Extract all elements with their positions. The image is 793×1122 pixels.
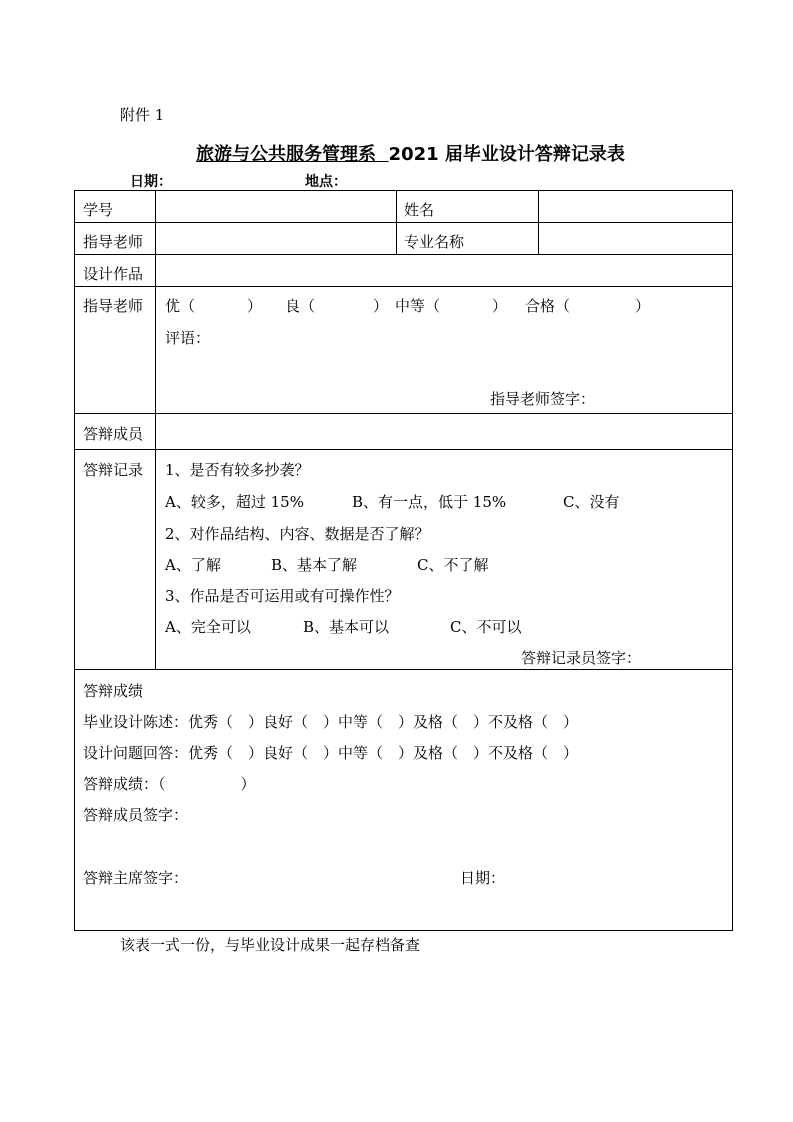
q2-option-a: A、了解 (165, 556, 221, 574)
q2-option-b: B、基本了解 (271, 556, 358, 574)
place-label: 地点： (305, 174, 347, 190)
q1-option-c: C、没有 (563, 493, 620, 511)
q1-option-b: B、有一点，低于 15% (352, 493, 507, 511)
q2-option-c: C、不了解 (417, 556, 489, 574)
work-label: 设计作品 (83, 265, 144, 283)
defense-record-form (74, 190, 733, 931)
name-field[interactable] (545, 193, 725, 221)
members-label: 答辩成员 (83, 425, 144, 443)
advisor-field[interactable] (165, 225, 390, 253)
name-label: 姓名 (404, 201, 435, 219)
members-field[interactable] (165, 417, 725, 445)
grade-pass-close: ） (635, 297, 651, 315)
grade-pass-open: 合格（ (525, 297, 571, 315)
date-label: 日期： (130, 174, 172, 190)
grade-medium-open: 中等（ (395, 297, 441, 315)
result-title: 答辩成绩 (83, 682, 144, 700)
grade-good-open: 良（ (285, 297, 316, 315)
question-3: 3、作品是否可运用或有可操作性？ (165, 587, 400, 605)
page-title (196, 140, 625, 166)
title-department: 旅游与公共服务管理系 (196, 144, 376, 165)
q1-option-a: A、较多，超过 15% (165, 493, 304, 511)
sign-date-label: 日期： (460, 869, 506, 887)
advisor-grade-options (165, 295, 725, 315)
grade-excellent-open: 优（ (165, 297, 196, 315)
major-label: 专业名称 (404, 233, 465, 251)
q3-option-a: A、完全可以 (165, 618, 251, 636)
question-2: 2、对作品结构、内容、数据是否了解？ (165, 525, 430, 543)
record-label: 答辩记录 (83, 461, 144, 479)
final-score-row: 答辩成绩：（ ） (83, 775, 256, 793)
members-signature-label: 答辩成员签字： (83, 806, 189, 824)
student-id-field[interactable] (165, 193, 390, 221)
advisor-signature-label: 指导老师签字： (490, 390, 596, 408)
recorder-signature-label: 答辩记录员签字： (521, 649, 642, 667)
work-field[interactable] (165, 257, 725, 285)
major-field[interactable] (545, 225, 725, 253)
student-id-label: 学号 (83, 201, 114, 219)
comment-label: 评语： (165, 329, 211, 347)
statement-grade-row: 毕业设计陈述：优秀（ ）良好（ ）中等（ ）及格（ ）不及格（ ） (83, 713, 579, 731)
grade-good-close: ） (373, 297, 389, 315)
grade-excellent-close: ） (247, 297, 263, 315)
q3-option-c: C、不可以 (450, 618, 522, 636)
question-1: 1、是否有较多抄袭？ (165, 461, 310, 479)
attachment-label: 附件 1 (120, 106, 165, 124)
advisor-eval-label: 指导老师 (83, 297, 144, 315)
chair-signature-label: 答辩主席签字： (83, 869, 189, 887)
answer-grade-row: 设计问题回答：优秀（ ）良好（ ）中等（ ）及格（ ）不及格（ ） (83, 744, 579, 762)
footer-note: 该表一式一份，与毕业设计成果一起存档备查 (120, 936, 421, 954)
advisor-label: 指导老师 (83, 233, 144, 251)
title-rest: 2021 届毕业设计答辩记录表 (388, 144, 625, 165)
grade-medium-close: ） (492, 297, 508, 315)
q3-option-b: B、基本可以 (303, 618, 390, 636)
